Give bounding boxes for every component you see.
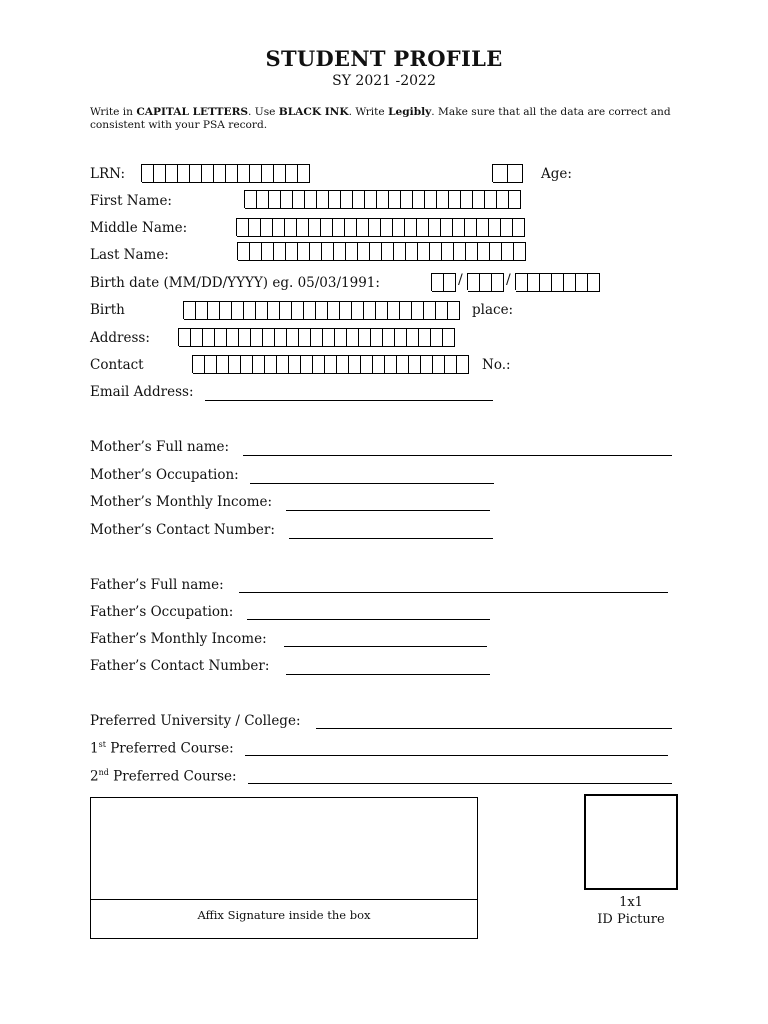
middle-name-boxes[interactable] <box>236 218 525 236</box>
lrn-boxes[interactable] <box>141 164 310 182</box>
email-line[interactable] <box>205 400 493 401</box>
last-name-label: Last Name: <box>90 247 169 263</box>
signature-caption: Affix Signature inside the box <box>197 908 371 922</box>
age-label: Age: <box>541 166 572 182</box>
instr-bold-3: Legibly <box>388 106 432 118</box>
first-name-boxes[interactable] <box>244 190 521 208</box>
course1-label <box>90 740 234 757</box>
mother-name-line[interactable] <box>243 455 672 456</box>
contact-label: Contact <box>90 357 144 373</box>
address-boxes[interactable] <box>178 328 455 346</box>
birth-date-boxes[interactable] <box>431 273 600 291</box>
middle-name-label: Middle Name: <box>90 220 188 236</box>
page-title: STUDENT PROFILE <box>265 46 503 71</box>
father-income-label: Father’s Monthly Income: <box>90 631 267 647</box>
last-name-boxes[interactable] <box>237 242 526 260</box>
school-year: SY 2021 -2022 <box>332 73 436 89</box>
signature-divider <box>91 899 477 900</box>
mother-income-line[interactable] <box>286 510 490 511</box>
id-picture-box[interactable] <box>584 794 678 890</box>
contact-boxes[interactable] <box>192 355 469 373</box>
instr-text-1: Write in <box>90 106 137 118</box>
photo-caption: ID Picture <box>597 912 665 927</box>
course1-num: 1 <box>90 740 99 757</box>
course1-rest: Preferred Course: <box>105 740 234 757</box>
instr-text-2: . Use <box>248 106 279 118</box>
father-contact-line[interactable] <box>286 674 490 675</box>
instr-bold-2: BLACK INK <box>278 106 349 118</box>
place-label: place: <box>472 302 514 318</box>
first-name-label: First Name: <box>90 193 172 209</box>
age-boxes[interactable] <box>492 164 523 182</box>
father-occupation-label: Father’s Occupation: <box>90 604 234 620</box>
course2-line[interactable] <box>248 783 672 784</box>
contact-no-label: No.: <box>482 357 511 373</box>
mother-contact-line[interactable] <box>289 538 493 539</box>
instructions <box>90 106 682 132</box>
father-contact-label: Father’s Contact Number: <box>90 658 270 674</box>
address-label: Address: <box>90 330 150 346</box>
preferred-university-label: Preferred University / College: <box>90 713 301 729</box>
lrn-label: LRN: <box>90 166 126 182</box>
mother-income-label: Mother’s Monthly Income: <box>90 494 273 510</box>
signature-box[interactable] <box>90 797 478 939</box>
photo-size-label: 1x1 <box>619 895 643 910</box>
course1-sup: st <box>98 740 106 749</box>
mother-occupation-line[interactable] <box>250 483 494 484</box>
instr-text-4: . Make sure that all the data are correct and consistent with your PSA record. <box>90 106 671 131</box>
mother-name-label: Mother’s Full name: <box>90 439 230 455</box>
birth-date-label: Birth date (MM/DD/YYYY) eg. 05/03/1991: <box>90 275 380 291</box>
birth-place-boxes[interactable] <box>183 301 460 319</box>
father-income-line[interactable] <box>284 646 487 647</box>
instr-bold-1: CAPITAL LETTERS <box>136 106 249 118</box>
course1-line[interactable] <box>245 755 668 756</box>
course2-sup: nd <box>98 768 109 777</box>
course2-label <box>90 768 237 785</box>
father-name-label: Father’s Full name: <box>90 577 224 593</box>
father-name-line[interactable] <box>239 592 668 593</box>
birth-label: Birth <box>90 302 125 318</box>
mother-occupation-label: Mother’s Occupation: <box>90 467 239 483</box>
father-occupation-line[interactable] <box>247 619 490 620</box>
course2-rest: Preferred Course: <box>108 768 237 785</box>
course2-num: 2 <box>90 768 99 785</box>
email-label: Email Address: <box>90 384 194 400</box>
preferred-university-line[interactable] <box>316 728 672 729</box>
instr-text-3: . Write <box>348 106 389 118</box>
mother-contact-label: Mother’s Contact Number: <box>90 522 275 538</box>
